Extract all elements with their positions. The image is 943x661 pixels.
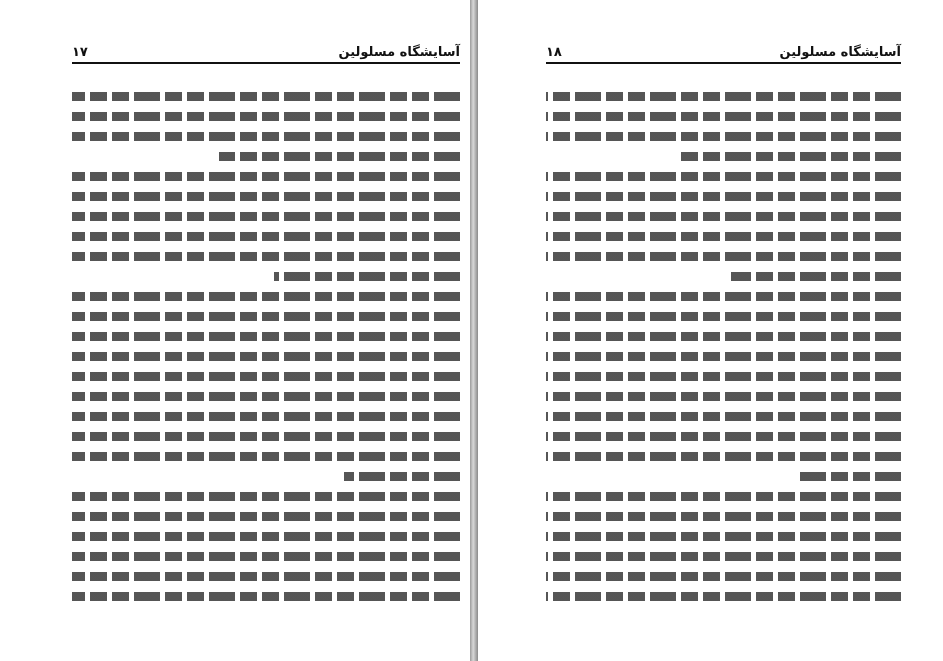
text-line [72,312,460,321]
page-body-text [72,92,460,601]
text-line [546,372,901,381]
page-number: ۱۷ [72,45,88,60]
text-line [72,492,460,501]
text-line [546,332,901,341]
text-line [546,172,901,181]
text-line [546,212,901,221]
text-line [546,312,901,321]
text-line [72,512,460,521]
book-page-left [0,0,470,661]
text-line [72,212,460,221]
text-line [546,532,901,541]
text-line [72,292,460,301]
text-line [72,112,460,121]
text-line [72,372,460,381]
text-line [274,272,460,281]
text-line [72,252,460,261]
page-header [546,38,901,60]
text-line [546,452,901,461]
text-line [72,552,460,561]
text-line [546,352,901,361]
text-line [546,432,901,441]
header-rule [546,62,901,64]
text-line [219,152,460,161]
text-line [72,232,460,241]
running-head: آسایشگاه مسلولین [338,45,460,60]
book-page-right [478,0,943,661]
text-line [681,152,901,161]
text-line [546,192,901,201]
text-line [72,352,460,361]
text-line [72,532,460,541]
text-line [72,592,460,601]
text-line [546,252,901,261]
running-head: آسایشگاه مسلولین [779,45,901,60]
text-line [72,452,460,461]
text-line [546,292,901,301]
text-line [546,392,901,401]
page-number: ۱۸ [546,45,562,60]
page-header [72,38,460,60]
text-line [546,412,901,421]
text-line [546,552,901,561]
text-line [72,132,460,141]
text-line [731,272,901,281]
text-line [72,92,460,101]
text-line [795,472,902,481]
book-gutter [470,0,478,661]
text-line [546,92,901,101]
text-line [72,172,460,181]
text-line [546,112,901,121]
text-line [344,472,460,481]
text-line [546,592,901,601]
text-line [72,432,460,441]
text-line [546,572,901,581]
text-line [546,512,901,521]
text-line [72,332,460,341]
page-body-text [546,92,901,601]
text-line [72,572,460,581]
text-line [546,492,901,501]
text-line [72,412,460,421]
header-rule [72,62,460,64]
text-line [72,192,460,201]
text-line [72,392,460,401]
text-line [546,232,901,241]
text-line [546,132,901,141]
